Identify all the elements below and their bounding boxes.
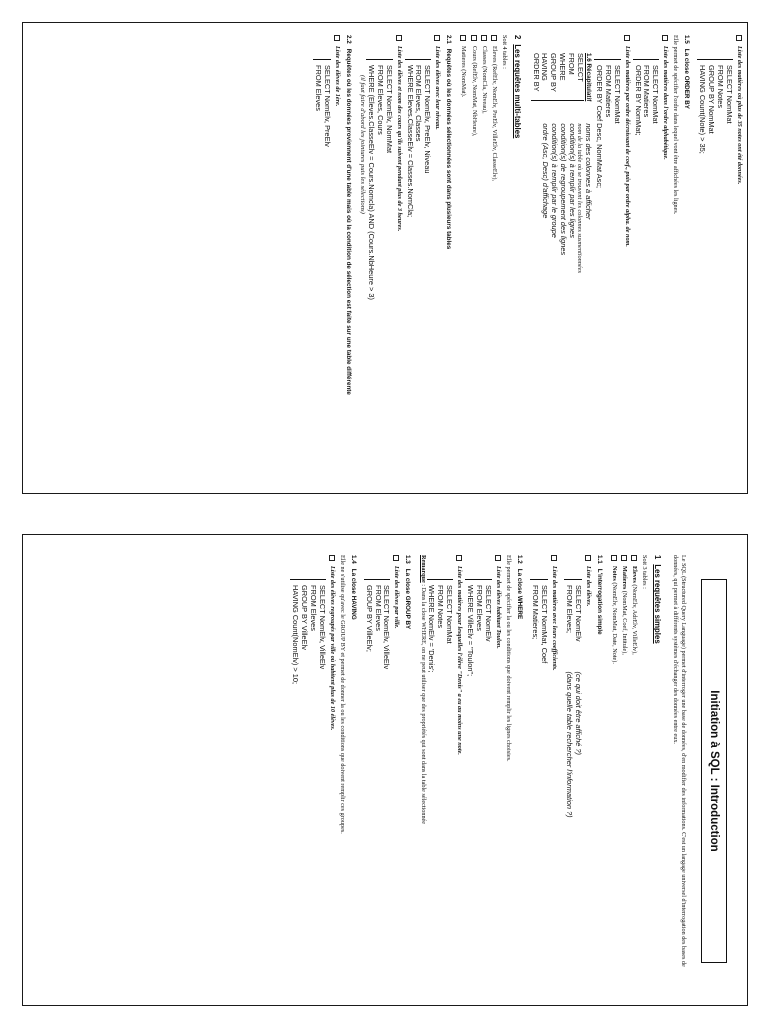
table-columns: (RefElv, NomElv, PreElv, VilleElv, ClasseElv), xyxy=(490,64,498,182)
section-heading xyxy=(513,35,522,477)
recap-keyword: SELECT xyxy=(576,53,585,82)
list-item xyxy=(661,35,669,477)
section-number: 2.1 xyxy=(445,35,453,44)
section-heading xyxy=(516,555,523,987)
sql-comment: (ce qui doit être affiché ?) xyxy=(573,671,583,755)
checkbox-bullet-icon xyxy=(736,35,742,41)
list-item xyxy=(455,555,463,987)
checkbox-bullet-icon xyxy=(394,555,400,561)
section-heading xyxy=(445,35,452,477)
recap-description: noms des colonnes à afficher xyxy=(584,123,593,220)
list-item xyxy=(620,555,628,987)
sql-line: SELECT NomMat xyxy=(651,65,661,124)
sql-line: FROM Notes xyxy=(716,65,726,109)
remark-text: : Dans la close WHERE, on ne peut utiliser que des propriétés qui sont dans la table sélectionnée xyxy=(419,582,427,825)
sql-note: (il faut faire d'abord les jointures puis les sélections) xyxy=(359,75,367,214)
section-number: 1.4 xyxy=(349,555,357,564)
section-number: 1.6 xyxy=(585,53,592,62)
section-title: La close HAVING xyxy=(349,568,357,620)
sql-line: GROUP BY VilleElv; xyxy=(364,585,374,652)
table-name: Notes xyxy=(610,566,618,581)
sql-code-block xyxy=(290,579,326,987)
checkbox-bullet-icon xyxy=(334,35,340,41)
sql-line: SELECT NomElv, NomMat xyxy=(384,65,394,154)
sql-code-block xyxy=(465,579,492,987)
remark-label: Remarque xyxy=(419,555,427,583)
section-title: Récapitulatif xyxy=(585,63,592,102)
section-title: Les requêtes multi-tables xyxy=(512,44,522,139)
recap-description: ordre (Asc, Desc) d'affichage xyxy=(540,123,550,219)
document-page-2 xyxy=(22,22,748,494)
sql-line: SELECT NomMat xyxy=(612,65,622,124)
checkbox-bullet-icon xyxy=(461,35,467,41)
table-name: Matieres xyxy=(460,46,468,68)
table-columns: (NomMat). xyxy=(460,69,468,98)
sql-line: SELECT NomElv xyxy=(573,585,583,642)
section-heading xyxy=(345,35,352,477)
checkbox-bullet-icon xyxy=(491,35,497,41)
query-label: Liste des matières où plus de 35 notes ont été données. xyxy=(736,46,743,185)
sql-line: HAVING Count(NomElv) > 10; xyxy=(291,585,301,685)
list-item xyxy=(395,35,403,477)
section-number: 1.3 xyxy=(404,555,412,564)
sql-line: SELECT NomMat, Coef xyxy=(539,585,549,664)
sql-row xyxy=(564,555,582,987)
sql-line: SELECT NomMat xyxy=(724,65,734,124)
query-label: Liste des élèves de 1ère. xyxy=(334,46,342,107)
sql-line: FROM Eleves, Classes xyxy=(414,65,424,142)
sql-line: FROM Notes xyxy=(436,585,446,629)
section-heading xyxy=(653,555,662,987)
paragraph: Soit 3 tables : xyxy=(640,555,648,589)
page-title: Initiation à SQL : Introduction xyxy=(701,579,727,963)
table-name: Cours xyxy=(470,46,478,61)
list-item xyxy=(392,555,400,987)
remark xyxy=(419,555,427,987)
sql-code-block xyxy=(427,579,454,987)
sql-line: FROM Eleves; xyxy=(564,585,574,634)
paragraph: Elle permet de spécifier la ou les conditions que doivent remplir les lignes choisies. xyxy=(505,555,512,762)
sql-line: SELECT NomElv, PreElv xyxy=(323,65,332,147)
list-item xyxy=(459,35,467,477)
sql-line: WHERE VilleElv = "Toulon"; xyxy=(466,585,476,677)
sql-code-block xyxy=(633,59,660,477)
section-title: La close WHERE xyxy=(516,568,523,620)
sql-code-block xyxy=(366,59,393,477)
section-number: 1 xyxy=(652,555,662,560)
paragraph: Soit 4 tables : xyxy=(500,35,508,69)
list-item xyxy=(494,555,502,987)
table-name: Eleves xyxy=(490,46,498,63)
sql-line: WHERE Eleves.ClasseElv = Classes.NomCla; xyxy=(405,65,415,218)
section-number: 2.2 xyxy=(345,35,353,44)
section-title: La close ORDER BY xyxy=(683,48,691,109)
section-title: La close GROUP BY xyxy=(404,568,412,630)
sql-line: GROUP BY NomMat xyxy=(707,65,717,134)
sql-code-block xyxy=(594,59,621,477)
checkbox-bullet-icon xyxy=(329,555,335,561)
section-heading xyxy=(683,35,690,477)
checkbox-bullet-icon xyxy=(621,555,627,561)
page-1-content xyxy=(23,535,747,1005)
query-label: Liste des élèves et nom des cours qu'ils suivent pendant plus de 3 heures. xyxy=(395,46,403,232)
recap-keyword-list xyxy=(531,53,584,101)
list-item xyxy=(610,555,618,987)
sql-line: FROM Matieres xyxy=(603,65,613,118)
recap-table xyxy=(531,53,592,477)
query-label: Liste des matières pour lesquelles l'élève "Denis" a eu au moins une note. xyxy=(456,566,464,755)
table-columns: (RefElv, NomMat, NbHeure), xyxy=(470,62,478,137)
sql-line: HAVING Count(Note) > 35; xyxy=(698,65,708,154)
sql-line: FROM Eleves xyxy=(314,65,324,111)
recap-keywords xyxy=(531,53,592,101)
sql-code-block xyxy=(364,579,391,987)
query-label: Liste des matières avec leurs coefficients. xyxy=(550,566,558,671)
list-item xyxy=(470,35,478,477)
table-columns: (NomMat, Coef, Intitule), xyxy=(620,590,628,655)
recap-keyword: FROM xyxy=(567,53,577,75)
recap-description: condition(s) à remplir par les lignes xyxy=(567,123,577,238)
sql-line: FROM Matieres xyxy=(642,65,652,118)
list-item xyxy=(623,35,631,477)
checkbox-bullet-icon xyxy=(471,35,477,41)
recap-heading xyxy=(585,53,592,101)
recap-descriptions xyxy=(531,123,592,273)
section-heading xyxy=(405,555,412,987)
list-item xyxy=(433,35,441,477)
section-number: 2 xyxy=(512,35,522,40)
sql-line: FROM Matieres; xyxy=(530,585,540,640)
table-name: Classes xyxy=(480,46,488,65)
section-title: Les requêtes simples xyxy=(652,564,662,644)
intro-paragraph: Le SQL (Structured Query Language) permet d'interroger une base de données, d'en modifier des informations. C'est un langage universel d'interrogation des bases de données, qui permet à différents systèmes d'échanger des données entre eux. xyxy=(671,555,687,967)
sql-line: ORDER BY Coef Desc, NomMat Asc; xyxy=(594,65,604,189)
list-item xyxy=(584,555,592,987)
section-heading xyxy=(350,555,357,987)
table-name: Eleves xyxy=(630,566,638,583)
checkbox-bullet-icon xyxy=(611,555,617,561)
recap-keyword: WHERE xyxy=(558,53,568,81)
sql-code-block xyxy=(313,59,331,477)
sql-code-block xyxy=(405,59,432,477)
sql-line: FROM Eleves, Cours xyxy=(375,65,385,135)
sql-code-block xyxy=(697,59,733,477)
list-item xyxy=(333,35,341,477)
sql-code-block xyxy=(530,579,548,987)
query-label: Liste des élèves. xyxy=(584,566,592,607)
checkbox-bullet-icon xyxy=(495,555,501,561)
checkbox-bullet-icon xyxy=(481,35,487,41)
checkbox-bullet-icon xyxy=(624,35,630,41)
sql-line: SELECT NomElv, VilleElv xyxy=(382,585,392,670)
recap-description: nom de la table où se trouvent les colonnes susmentionnées xyxy=(576,123,584,273)
table-columns: (NomElv, NomMat, Date, Note). xyxy=(610,582,618,664)
checkbox-bullet-icon xyxy=(396,35,402,41)
recap-keyword: ORDER BY xyxy=(531,53,541,92)
checkbox-bullet-icon xyxy=(551,555,557,561)
query-label: Liste des matières dans l'ordre alphabétique. xyxy=(662,46,670,160)
list-item xyxy=(630,555,638,987)
list-item xyxy=(480,35,488,477)
recap-description: condition(s) de regroupement des lignes xyxy=(558,123,568,256)
recap-keyword: GROUP BY xyxy=(549,53,559,92)
list-item xyxy=(490,35,498,477)
document-page-1 xyxy=(22,534,748,1006)
page-2-content xyxy=(23,23,747,493)
table-columns: (NomCla, Niveau), xyxy=(480,66,488,114)
sql-line: FROM Eleves xyxy=(308,585,318,631)
section-number: 1.2 xyxy=(516,555,523,564)
sql-comments xyxy=(564,672,582,818)
checkbox-bullet-icon xyxy=(662,35,668,41)
table-name: Matieres xyxy=(620,566,628,590)
sql-line: ORDER BY NomMat; xyxy=(633,65,643,136)
list-item xyxy=(735,35,743,477)
sql-line: FROM Eleves xyxy=(373,585,383,631)
checkbox-bullet-icon xyxy=(585,555,591,561)
section-title: Requêtes où les données sélectionnées sont dans plusieurs tables xyxy=(445,48,453,250)
sql-line: SELECT NomElv, VilleElv xyxy=(317,585,327,670)
query-label: Liste des élèves par ville. xyxy=(393,566,401,629)
checkbox-bullet-icon xyxy=(434,35,440,41)
list-item xyxy=(550,555,558,987)
section-title: Requêtes où les données proviennent d'une table mais où la condition de sélection est faite sur une table différente xyxy=(345,48,353,395)
recap-description: condition(s) à remplir par le groupe xyxy=(549,123,559,238)
sql-code-block xyxy=(564,579,582,642)
checkbox-bullet-icon xyxy=(456,555,462,561)
sql-line: SELECT NomElv xyxy=(483,585,493,642)
query-label: Liste des matières par ordre décroissant de coef., puis par ordre alpha. de nom. xyxy=(623,46,631,247)
sql-line: SELECT NomElv, PreElv, Niveau xyxy=(423,65,433,174)
sql-comment: (dans quelle table rechercher l'information ?) xyxy=(564,671,574,818)
checkbox-bullet-icon xyxy=(631,555,637,561)
table-columns: (NomElv, AdrElv, VilleElv), xyxy=(630,584,638,655)
sql-line: GROUP BY VilleElv xyxy=(299,585,309,650)
sql-line: SELECT NomMat xyxy=(445,585,455,644)
query-label: Liste des élèves avec leur niveau. xyxy=(434,46,442,130)
list-item xyxy=(328,555,336,987)
section-number: 1.5 xyxy=(683,35,691,44)
paragraph: Elle ne s'utilise qu'avec le GROUP BY et permet de donner la ou les conditions que doivent remplir ces groupes. xyxy=(338,555,346,834)
sql-line: FROM Eleves xyxy=(475,585,484,631)
recap-keyword: HAVING xyxy=(540,53,550,81)
query-label: Liste des élèves regroupés par ville où habitent plus de 10 élèves. xyxy=(328,566,336,731)
paragraph: Elle permet de spécifier l'ordre dans lequel vont être affichées les lignes. xyxy=(672,35,680,215)
section-title: L'interrogation simple xyxy=(595,568,603,635)
section-heading xyxy=(596,555,603,987)
sql-line: WHERE NomElv = 'Denis'; xyxy=(427,585,437,673)
query-label: Liste des élèves habitant Toulon. xyxy=(494,566,502,649)
section-number: 1.1 xyxy=(595,555,603,564)
sql-line: WHERE (Eleves.ClasseElv = Cours.Nomcla) AND (Cours.NbHeure > 3) xyxy=(366,65,376,300)
